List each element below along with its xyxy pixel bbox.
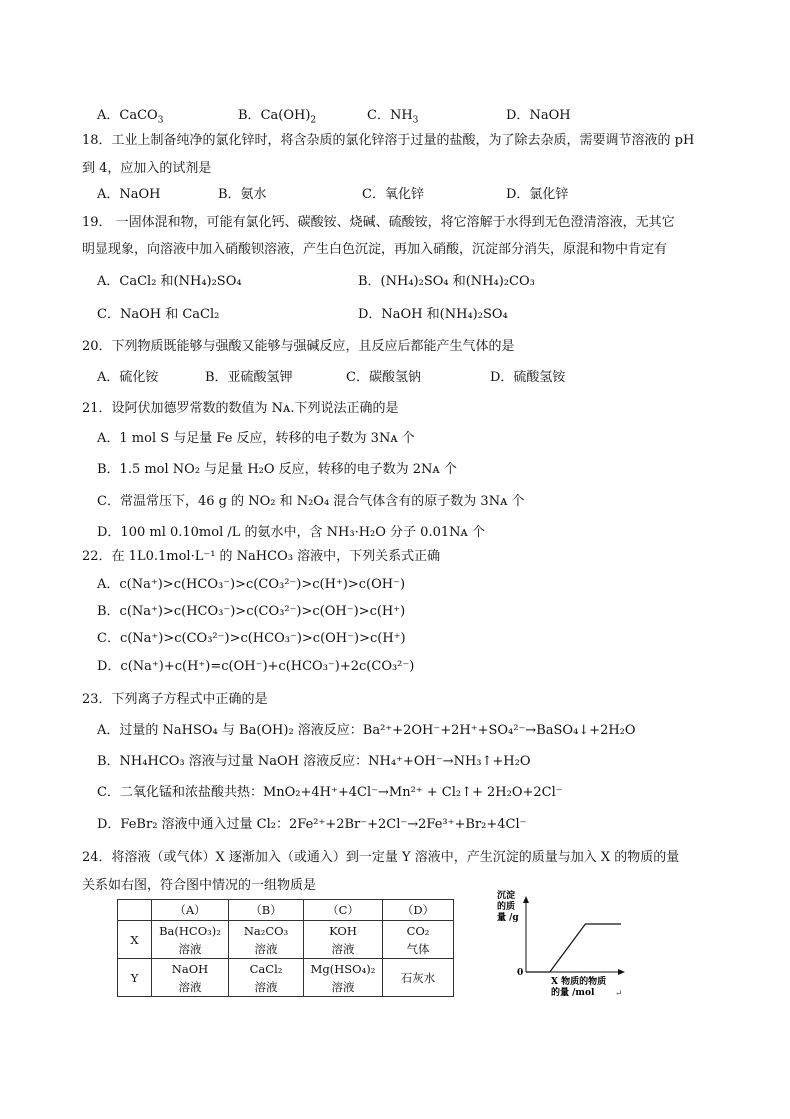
q17-option-d: D．NaOH [506, 108, 571, 123]
row-label-x: X [118, 921, 152, 959]
graph-origin: 0 [517, 968, 524, 978]
graph-data-line [526, 924, 621, 972]
cell-y-a: NaOH 溶液 [152, 959, 229, 997]
graph-ylabel-line1: 沉淀 [497, 891, 516, 901]
q17-option-b: B．$Ca(OH)_2$ [238, 108, 317, 126]
cell-x-c: KOH 溶液 [304, 921, 383, 959]
q19-option-d: D．NaOH 和(NH₄)₂SO₄ [358, 307, 508, 322]
q21-option-b: B．1.5 mol NO₂ 与足量 H₂O 反应，转移的电子数为 2Nᴀ 个 [97, 462, 457, 477]
q18-option-d: D．氯化锌 [506, 187, 569, 202]
q17-option-c: C．$NH_3$ [367, 108, 419, 126]
q21-option-c: C．常温常压下，46 g 的 NO₂ 和 N₂O₄ 混合气体含有的原子数为 3Nᴀ 个 [97, 494, 525, 509]
q20-option-c: C．碳酸氢钠 [346, 370, 421, 385]
precipitate-graph [493, 886, 633, 998]
q19-stem-line1: 19． 一固体混和物，可能有氯化钙、碳酸铵、烧碱、硫酸铵，将它溶解于水得到无色澄清溶液，无其它 [82, 215, 675, 230]
q20-option-b: B．亚硫酸氢钾 [205, 370, 293, 385]
q20-option-d: D．硫酸氢铵 [490, 370, 566, 385]
q23-option-c: C．二氧化锰和浓盐酸共热：MnO₂+4H⁺+4Cl⁻→Mn²⁺ + Cl₂↑+ 2H₂O+2Cl⁻ [97, 785, 563, 800]
table-header-d: （D） [383, 900, 454, 921]
row-label-y: Y [118, 959, 152, 997]
q19-stem-line2: 明显现象，向溶液中加入硝酸钡溶液，产生白色沉淀，再加入硝酸，沉淀部分消失，原混和物中肯定有 [82, 242, 668, 257]
q18-option-b: B．氨水 [218, 187, 267, 202]
q23-option-d: D．FeBr₂ 溶液中通入过量 Cl₂：2Fe²⁺+2Br⁻+2Cl⁻→2Fe³⁺+Br₂+4Cl⁻ [97, 817, 527, 832]
q19-option-a: A．CaCl₂ 和(NH₄)₂SO₄ [97, 274, 242, 289]
q19-option-c: C．NaOH 和 CaCl₂ [97, 307, 220, 322]
cell-y-b: CaCl₂ 溶液 [229, 959, 304, 997]
q18-option-a: A．NaOH [97, 187, 161, 202]
q18-stem-line1: 18．工业上制备纯净的氯化锌时，将含杂质的氯化锌溶于过量的盐酸，为了除去杂质，需要调节溶液的 pH [82, 133, 695, 148]
q21-stem: 21．设阿伏加德罗常数的数值为 Nᴀ.下列说法正确的是 [82, 401, 399, 416]
q23-stem: 23．下列离子方程式中正确的是 [82, 692, 268, 707]
graph-xlabel-line1: X 物质的物质 [551, 977, 607, 987]
q24-answer-table [117, 899, 454, 997]
q18-stem-line2: 到 4，应加入的试剂是 [82, 161, 212, 176]
table-row-y [118, 959, 454, 997]
graph-y-arrow [523, 896, 529, 903]
table-header-a: （A） [152, 900, 229, 921]
q24-stem-line1: 24．将溶液（或气体）X 逐渐加入（或通入）到一定量 Y 溶液中，产生沉淀的质量与加入 X 的物质的量 [82, 850, 680, 865]
q22-option-b: B．c(Na⁺)>c(HCO₃⁻)>c(CO₃²⁻)>c(OH⁻)>c(H⁺) [97, 604, 406, 619]
q23-option-b: B．NH₄HCO₃ 溶液与过量 NaOH 溶液反应：NH₄⁺+OH⁻→NH₃↑+H₂O [97, 754, 531, 769]
cell-x-d: CO₂ 气体 [383, 921, 454, 959]
q22-option-a: A．c(Na⁺)>c(HCO₃⁻)>c(CO₃²⁻)>c(H⁺)>c(OH⁻) [97, 577, 406, 592]
q17-option-a: A．CaCO$_3$ [97, 108, 164, 126]
q22-option-c: C．c(Na⁺)>c(CO₃²⁻)>c(HCO₃⁻)>c(OH⁻)>c(H⁺) [97, 631, 406, 646]
q22-option-d: D．c(Na⁺)+c(H⁺)=c(OH⁻)+c(HCO₃⁻)+2c(CO₃²⁻) [97, 659, 415, 674]
graph-ylabel-line2: 的质 [497, 902, 516, 912]
cell-x-a: Ba(HCO₃)₂ 溶液 [152, 921, 229, 959]
graph-x-arrow [618, 969, 625, 975]
graph-return-mark: ↵ [615, 989, 623, 998]
table-row-x [118, 921, 454, 959]
table-corner-cell [118, 900, 152, 921]
q23-option-a: A．过量的 NaHSO₄ 与 Ba(OH)₂ 溶液反应：Ba²⁺+2OH⁻+2H⁺+SO₄²⁻→BaSO₄↓+2H₂O [97, 723, 636, 738]
q22-stem: 22．在 1L0.1mol·L⁻¹ 的 NaHCO₃ 溶液中，下列关系式正确 [82, 549, 441, 564]
q20-option-a: A．硫化铵 [97, 370, 159, 385]
q19-option-b: B．(NH₄)₂SO₄ 和(NH₄)₂CO₃ [358, 274, 535, 289]
q20-stem: 20．下列物质既能够与强酸又能够与强碱反应，且反应后都能产生气体的是 [82, 339, 515, 354]
cell-y-d: 石灰水 [383, 959, 454, 997]
q21-option-a: A．1 mol S 与足量 Fe 反应，转移的电子数为 3Nᴀ 个 [97, 431, 415, 446]
q21-option-d: D．100 ml 0.10mol /L 的氨水中，含 NH₃·H₂O 分子 0.01Nᴀ 个 [97, 525, 485, 540]
table-header-b: （B） [229, 900, 304, 921]
graph-ylabel-line3: 量 /g [497, 913, 519, 923]
cell-x-b: Na₂CO₃ 溶液 [229, 921, 304, 959]
table-header-row [118, 900, 454, 921]
cell-y-c: Mg(HSO₄)₂ 溶液 [304, 959, 383, 997]
q24-stem-line2: 关系如右图，符合图中情况的一组物质是 [82, 878, 317, 893]
graph-xlabel-line2: 的量 /mol [551, 988, 595, 998]
q18-option-c: C．氧化锌 [362, 187, 424, 202]
table-header-c: （C） [304, 900, 383, 921]
